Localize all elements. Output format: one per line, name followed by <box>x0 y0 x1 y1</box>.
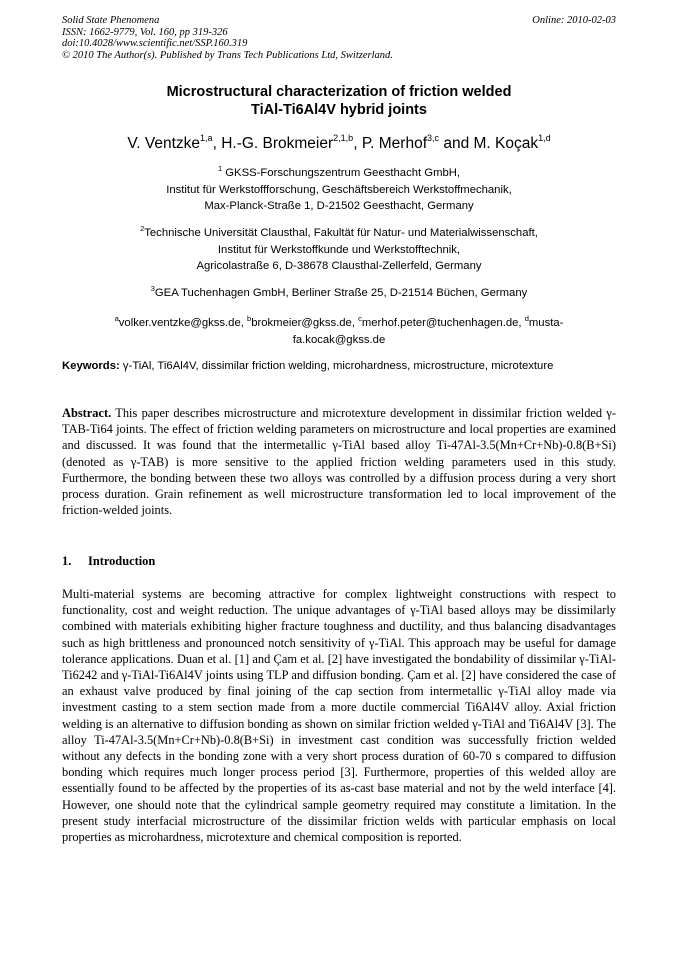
affiliation-3 <box>62 285 616 302</box>
author-superscript: 1,d <box>538 133 551 143</box>
abstract-text: This paper describes microstructure and microtexture development in dissimilar friction welded γ-TAB-Ti64 joints. The effect of friction welding parameters on microstructure and local properties are examined and discussed. It was found that the intermetallic γ-TiAl based alloy Ti-47Al-3.5(Mn+Cr+Nb)-0.8(B+Si) (denoted as γ-TAB) is more sensitive to the applied friction welding parameters used in this study. Furthermore, the bonding between these two alloys was controlled by a diffusion process during a very short process duration. Grain refinement as well microstructure transformation led to local improvement of the friction-welded joints. <box>62 406 616 518</box>
paper-title <box>62 83 616 119</box>
email-superscript: a <box>114 314 119 323</box>
title-line-2: TiAl-Ti6Al4V hybrid joints <box>251 102 427 118</box>
author-name: H.-G. Brokmeier <box>221 135 334 152</box>
abstract-label: Abstract. <box>62 406 112 420</box>
author-superscript: 3,c <box>427 133 440 143</box>
affiliation-line: Institut für Werkstoffkunde und Werkstofftechnik, <box>217 243 461 256</box>
section-heading <box>62 553 616 569</box>
keywords-label: Keywords: <box>62 360 120 372</box>
author-superscript: 2,1,b <box>333 133 354 143</box>
affiliation-line: Institut für Werkstoffforschung, Geschäftsbereich Werkstoffmechanik, <box>166 183 512 196</box>
journal-header <box>62 15 616 61</box>
abstract-paragraph <box>62 405 616 518</box>
email-superscript: d <box>524 314 529 323</box>
affiliation-line: Max-Planck-Straße 1, D-21502 Geesthacht, Germany <box>204 200 474 212</box>
affiliation-superscript: 1 <box>217 164 223 173</box>
section-number: 1. <box>62 554 72 568</box>
section-title: Introduction <box>88 554 156 568</box>
journal-name: Solid State Phenomena <box>62 15 160 26</box>
author-name: M. Koçak <box>473 135 539 152</box>
affiliation-2 <box>62 225 616 275</box>
email-link[interactable]: brokmeier@gkss.de, <box>251 317 359 329</box>
author-superscript: 1,a <box>200 133 213 143</box>
doi-line: doi:10.4028/www.scientific.net/SSP.160.319 <box>62 38 248 49</box>
keywords-text: γ-TiAl, Ti6Al4V, dissimilar friction welding, microhardness, microstructure, microtexture <box>119 360 554 372</box>
keywords-line <box>62 358 616 374</box>
author-name: P. Merhof <box>361 135 428 152</box>
title-line-1: Microstructural characterization of friction welded <box>166 84 512 100</box>
introduction-paragraph: Multi-material systems are becoming attractive for complex lightweight constructions with respect to functionality, cost and weight reduction. The unique advantages of γ-TiAl based alloys may be dissimilarly combined with materials exhibiting higher fracture toughness and ductility, and thus balancing disadvantages such as high brittleness and pronounced notch sensitivity of γ-TiAl. This approach may be useful for damage tolerance applications. Duan et al. [1] and Çam et al. [2] have investigated the bondability of dissimilar γ-TiAl-Ti6242 and γ-TiAl-Ti6Al4V joints using TLP and diffusion bonding. Çam et al. [2] have considered the case of an exhaust valve produced by final joining of the cap section from intermetallic γ-TiAl alloy made via investment casting to a stem section made from a more ductile commercial Ti6Al4V alloy. Axial friction welding is an alternative to diffusion bonding as shown on similar friction welded γ-TiAl and Ti6Al4V [3]. The alloy Ti-47Al-3.5(Mn+Cr+Nb)-0.8(B+Si) in investment cast condition was successfully friction welded without any defects in the bonding zone with a very short process duration of 60-70 s compared to diffusion bonding which requires much longer process period [3]. Furthermore, properties of this welded alloy are essentially found to be affected by the properties of its as-cast base material and not by the weld interface [4]. However, one should note that the cylindrical sample geometry required may constitute a limitation. In the present study interfacial microstructure of the dissimilar friction welds with particular emphasis on local properties as microhardness, microtexture and chemical composition is reported. <box>62 587 616 845</box>
author-list <box>62 134 616 154</box>
affiliation-line: Technische Universität Clausthal, Fakultät für Natur- und Materialwissenschaft, <box>144 227 538 239</box>
email-link[interactable]: musta- <box>528 317 564 329</box>
email-superscript: b <box>247 314 252 323</box>
affiliation-line: GEA Tuchenhagen GmbH, Berliner Straße 25, D-21514 Büchen, Germany <box>154 287 528 299</box>
email-link[interactable]: merhof.peter@tuchenhagen.de, <box>361 317 525 329</box>
affiliation-1 <box>62 165 616 215</box>
email-superscript: c <box>358 314 362 323</box>
author-name: V. Ventzke <box>127 135 201 152</box>
author-separator: , <box>212 135 222 152</box>
email-list <box>62 315 616 348</box>
author-separator: , <box>353 135 362 152</box>
affiliation-line: Agricolastraße 6, D-38678 Clausthal-Zellerfeld, Germany <box>196 260 482 272</box>
online-date: Online: 2010-02-03 <box>532 15 616 26</box>
affiliation-superscript: 2 <box>140 224 145 233</box>
affiliation-line: GKSS-Forschungszentrum Geesthacht GmbH, <box>222 167 461 179</box>
copyright-line: © 2010 The Author(s). Published by Trans Tech Publications Ltd, Switzerland. <box>62 49 393 61</box>
email-link[interactable]: volker.ventzke@gkss.de, <box>118 317 248 329</box>
affiliation-superscript: 3 <box>150 284 155 293</box>
author-separator: and <box>439 135 474 152</box>
issn-line: ISSN: 1662-9779, Vol. 160, pp 319-326 <box>62 26 228 38</box>
email-link[interactable]: fa.kocak@gkss.de <box>292 333 386 346</box>
